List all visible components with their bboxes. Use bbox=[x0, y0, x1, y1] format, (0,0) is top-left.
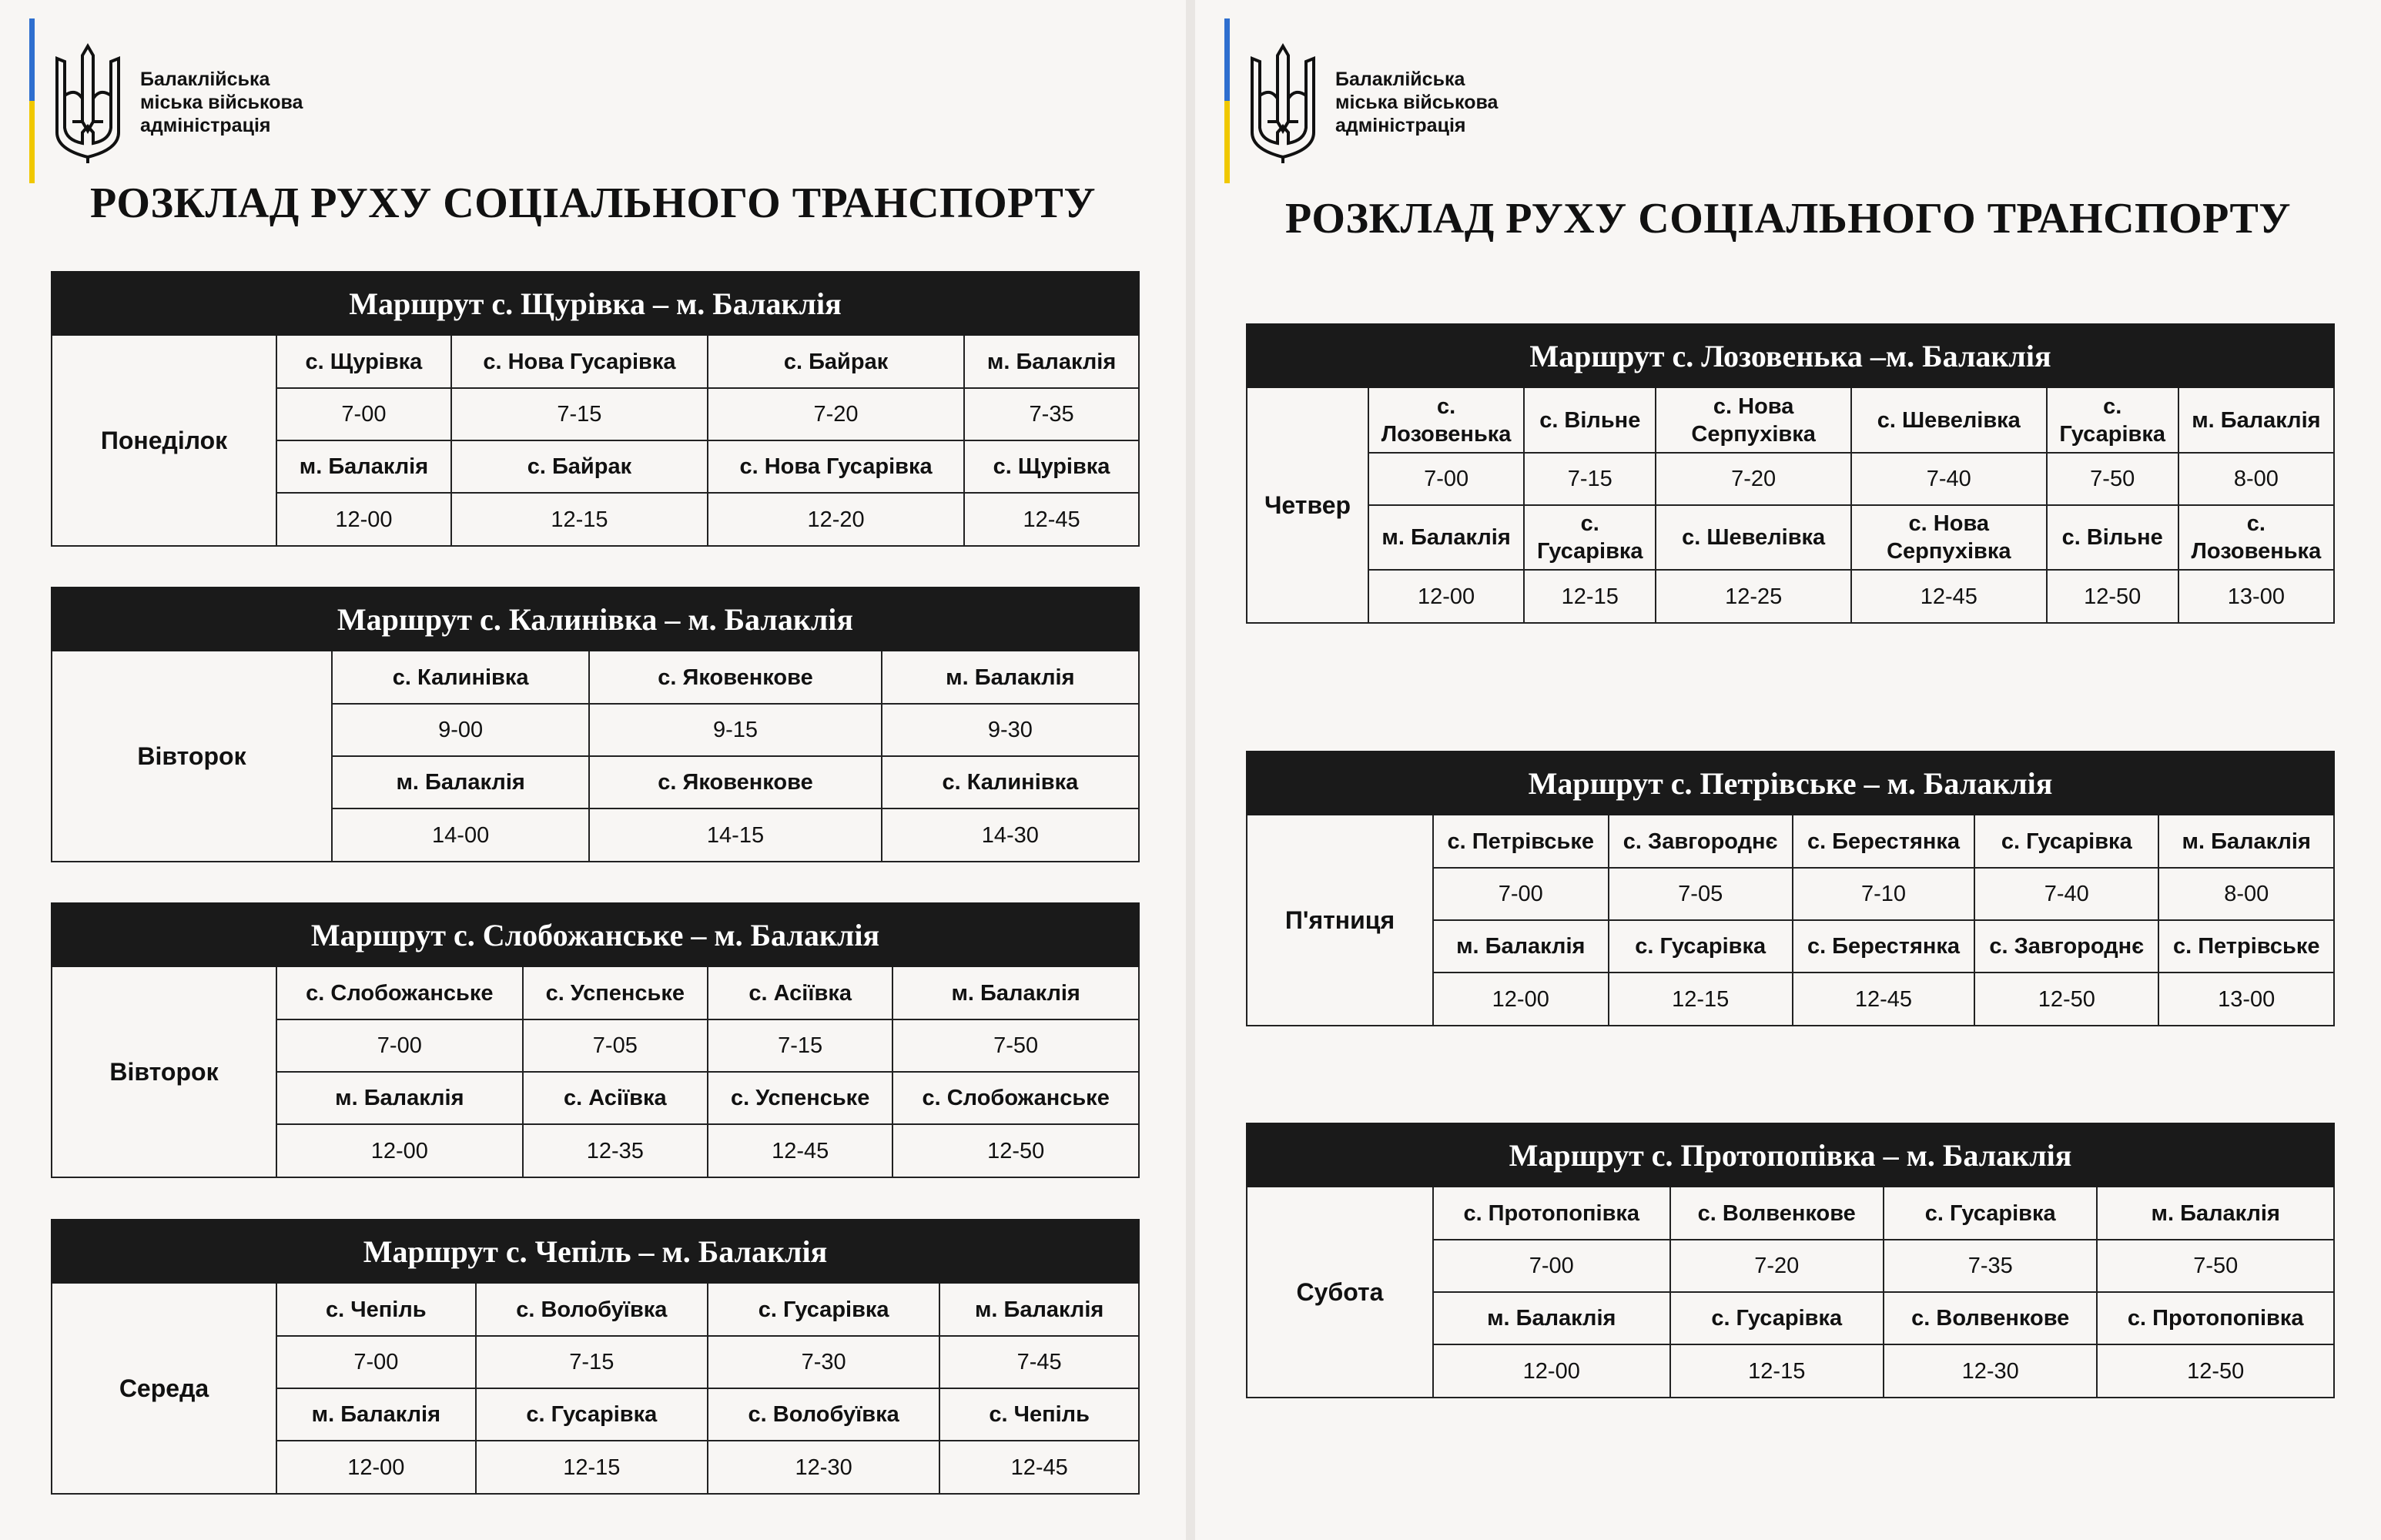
weekday-label: Субота bbox=[1247, 1187, 1434, 1397]
table-row bbox=[277, 1336, 1138, 1388]
departure-time: 7-00 bbox=[277, 388, 451, 440]
stop-name: с. Вільне bbox=[1524, 388, 1656, 453]
org-name-line: міська військова bbox=[140, 92, 303, 113]
table-row bbox=[333, 651, 1138, 704]
stop-name: с. Яковенкове bbox=[589, 651, 881, 704]
departure-time: 13-00 bbox=[2178, 570, 2333, 622]
stop-name: с. Щурівка bbox=[964, 440, 1138, 493]
table-row bbox=[277, 336, 1138, 388]
org-name-line: міська військова bbox=[1335, 92, 1499, 113]
org-name-line: адміністрація bbox=[1335, 115, 1466, 136]
stop-name: м. Балаклія bbox=[277, 440, 451, 493]
stop-name: с. Протопопівка bbox=[1434, 1187, 1670, 1240]
stop-name: с. Чепіль bbox=[939, 1388, 1138, 1441]
departure-time: 12-00 bbox=[1434, 973, 1609, 1025]
departure-time: 7-00 bbox=[277, 1019, 523, 1072]
stop-name: м. Балаклія bbox=[2097, 1187, 2333, 1240]
stop-name: с. Гусарівка bbox=[1884, 1187, 2097, 1240]
departure-time: 7-20 bbox=[708, 388, 964, 440]
departure-time: 7-05 bbox=[523, 1019, 708, 1072]
table-row bbox=[1369, 570, 2333, 622]
stop-name: с. Завгороднє bbox=[1609, 815, 1793, 868]
org-name bbox=[140, 68, 387, 137]
stop-name: с. Калинівка bbox=[333, 651, 589, 704]
departure-time: 12-00 bbox=[1434, 1344, 1670, 1397]
stop-name: с. Калинівка bbox=[882, 756, 1138, 808]
departure-time: 7-15 bbox=[1524, 453, 1656, 505]
stop-name: с. Асіївка bbox=[708, 967, 892, 1019]
stop-name: м. Балаклія bbox=[1434, 920, 1609, 973]
stop-name: с. Лозовенька bbox=[1369, 388, 1524, 453]
departure-time: 7-15 bbox=[451, 388, 708, 440]
departure-time: 7-50 bbox=[2097, 1240, 2333, 1292]
trident-emblem-icon bbox=[1244, 42, 1321, 165]
stop-name: с. Гусарівка bbox=[2047, 388, 2178, 453]
departure-time: 7-05 bbox=[1609, 868, 1793, 920]
stop-name: м. Балаклія bbox=[964, 336, 1138, 388]
table-row bbox=[277, 1388, 1138, 1441]
departure-time: 14-15 bbox=[589, 808, 881, 861]
ukraine-flag-stripe bbox=[29, 18, 35, 183]
route-title: Маршрут с. Лозовенька –м. Балаклія bbox=[1246, 323, 2335, 388]
stop-name: с. Волвенкове bbox=[1884, 1292, 2097, 1344]
departure-time: 7-00 bbox=[1434, 868, 1609, 920]
stop-name: м. Балаклія bbox=[892, 967, 1138, 1019]
stop-name: м. Балаклія bbox=[882, 651, 1138, 704]
stop-name: м. Балаклія bbox=[2178, 388, 2333, 453]
stop-name: с. Байрак bbox=[708, 336, 964, 388]
stop-name: с. Нова Серпухівка bbox=[1851, 505, 2047, 570]
table-row bbox=[1434, 815, 2333, 868]
table-row bbox=[1369, 505, 2333, 570]
stop-name: с. Нова Гусарівка bbox=[451, 336, 708, 388]
org-name bbox=[1335, 68, 1582, 137]
departure-time: 12-45 bbox=[1851, 570, 2047, 622]
departure-time: 7-15 bbox=[708, 1019, 892, 1072]
departure-time: 12-25 bbox=[1656, 570, 1851, 622]
departure-time: 12-15 bbox=[476, 1441, 708, 1493]
departure-time: 7-40 bbox=[1851, 453, 2047, 505]
table-row bbox=[277, 493, 1138, 545]
stop-name: с. Асіївка bbox=[523, 1072, 708, 1124]
table-row bbox=[277, 1284, 1138, 1336]
departure-time: 12-00 bbox=[277, 1441, 476, 1493]
route-table bbox=[51, 587, 1140, 862]
departure-time: 12-50 bbox=[892, 1124, 1138, 1177]
route-table bbox=[51, 1219, 1140, 1495]
stop-name: м. Балаклія bbox=[277, 1072, 523, 1124]
departure-time: 12-30 bbox=[708, 1441, 939, 1493]
ukraine-flag-stripe bbox=[1224, 18, 1230, 183]
table-row bbox=[1434, 920, 2333, 973]
table-row bbox=[277, 1124, 1138, 1177]
table-row bbox=[277, 1019, 1138, 1072]
departure-time: 12-30 bbox=[1884, 1344, 2097, 1397]
stop-name: м. Балаклія bbox=[277, 1388, 476, 1441]
route-title: Маршрут с. Слобожанське – м. Балаклія bbox=[51, 902, 1140, 967]
page-title: РОЗКЛАД РУХУ СОЦІАЛЬНОГО ТРАНСПОРТУ bbox=[90, 179, 1096, 227]
stop-name: с. Нова Серпухівка bbox=[1656, 388, 1851, 453]
departure-time: 8-00 bbox=[2178, 453, 2333, 505]
org-name-line: адміністрація bbox=[140, 115, 271, 136]
table-row bbox=[333, 756, 1138, 808]
departure-time: 13-00 bbox=[2158, 973, 2333, 1025]
departure-time: 12-45 bbox=[1793, 973, 1974, 1025]
stop-name: м. Балаклія bbox=[939, 1284, 1138, 1336]
departure-time: 9-00 bbox=[333, 704, 589, 756]
departure-time: 12-50 bbox=[2097, 1344, 2333, 1397]
stop-name: с. Успенське bbox=[708, 1072, 892, 1124]
departure-time: 7-30 bbox=[708, 1336, 939, 1388]
departure-time: 12-45 bbox=[964, 493, 1138, 545]
departure-time: 12-15 bbox=[1524, 570, 1656, 622]
departure-time: 7-50 bbox=[892, 1019, 1138, 1072]
table-row bbox=[277, 388, 1138, 440]
stop-name: с. Гусарівка bbox=[476, 1388, 708, 1441]
stop-name: с. Волобуївка bbox=[708, 1388, 939, 1441]
schedule-page-right bbox=[1195, 0, 2381, 1540]
departure-time: 12-35 bbox=[523, 1124, 708, 1177]
departure-time: 9-30 bbox=[882, 704, 1138, 756]
departure-time: 7-50 bbox=[2047, 453, 2178, 505]
stop-name: м. Балаклія bbox=[1434, 1292, 1670, 1344]
departure-time: 8-00 bbox=[2158, 868, 2333, 920]
route-title: Маршрут с. Петрівське – м. Балаклія bbox=[1246, 751, 2335, 815]
route-table bbox=[51, 271, 1140, 547]
stop-name: с. Вільне bbox=[2047, 505, 2178, 570]
table-row bbox=[277, 440, 1138, 493]
departure-time: 7-15 bbox=[476, 1336, 708, 1388]
stop-name: с. Петрівське bbox=[2158, 920, 2333, 973]
stop-name: с. Чепіль bbox=[277, 1284, 476, 1336]
table-row bbox=[333, 808, 1138, 861]
weekday-label: Понеділок bbox=[52, 336, 277, 545]
stop-name: с. Гусарівка bbox=[1609, 920, 1793, 973]
departure-time: 12-15 bbox=[1670, 1344, 1884, 1397]
stop-name: с. Шевелівка bbox=[1656, 505, 1851, 570]
stop-name: с. Волобуївка bbox=[476, 1284, 708, 1336]
departure-time: 7-00 bbox=[1434, 1240, 1670, 1292]
stop-name: м. Балаклія bbox=[1369, 505, 1524, 570]
departure-time: 7-35 bbox=[1884, 1240, 2097, 1292]
stop-name: м. Балаклія bbox=[2158, 815, 2333, 868]
stop-name: с. Петрівське bbox=[1434, 815, 1609, 868]
stop-name: с. Байрак bbox=[451, 440, 708, 493]
table-row bbox=[277, 1072, 1138, 1124]
route-title: Маршрут с. Протопопівка – м. Балаклія bbox=[1246, 1123, 2335, 1187]
weekday-label: Вівторок bbox=[52, 651, 333, 861]
trident-emblem-icon bbox=[49, 42, 126, 165]
weekday-label: П'ятниця bbox=[1247, 815, 1434, 1025]
stop-name: с. Гусарівка bbox=[1524, 505, 1656, 570]
departure-time: 7-45 bbox=[939, 1336, 1138, 1388]
table-row bbox=[277, 967, 1138, 1019]
departure-time: 12-15 bbox=[1609, 973, 1793, 1025]
stop-name: с. Щурівка bbox=[277, 336, 451, 388]
org-name-line: Балаклійська bbox=[140, 69, 270, 90]
departure-time: 7-40 bbox=[1974, 868, 2158, 920]
table-row bbox=[1369, 388, 2333, 453]
stop-name: с. Берестянка bbox=[1793, 815, 1974, 868]
stop-name: с. Лозовенька bbox=[2178, 505, 2333, 570]
route-table bbox=[1246, 323, 2335, 624]
departure-time: 12-50 bbox=[2047, 570, 2178, 622]
route-table bbox=[51, 902, 1140, 1178]
weekday-label: Четвер bbox=[1247, 388, 1369, 622]
departure-time: 12-15 bbox=[451, 493, 708, 545]
departure-time: 14-00 bbox=[333, 808, 589, 861]
stop-name: с. Нова Гусарівка bbox=[708, 440, 964, 493]
stop-name: с. Шевелівка bbox=[1851, 388, 2047, 453]
departure-time: 9-15 bbox=[589, 704, 881, 756]
table-row bbox=[1434, 973, 2333, 1025]
weekday-label: Середа bbox=[52, 1284, 277, 1493]
stop-name: с. Протопопівка bbox=[2097, 1292, 2333, 1344]
stop-name: с. Слобожанське bbox=[277, 967, 523, 1019]
org-name-line: Балаклійська bbox=[1335, 69, 1465, 90]
weekday-label: Вівторок bbox=[52, 967, 277, 1177]
table-row bbox=[333, 704, 1138, 756]
departure-time: 12-00 bbox=[1369, 570, 1524, 622]
table-row bbox=[1434, 868, 2333, 920]
departure-time: 12-45 bbox=[939, 1441, 1138, 1493]
departure-time: 12-20 bbox=[708, 493, 964, 545]
departure-time: 7-00 bbox=[1369, 453, 1524, 505]
departure-time: 12-45 bbox=[708, 1124, 892, 1177]
departure-time: 14-30 bbox=[882, 808, 1138, 861]
departure-time: 12-00 bbox=[277, 493, 451, 545]
page-title: РОЗКЛАД РУХУ СОЦІАЛЬНОГО ТРАНСПОРТУ bbox=[1285, 195, 2291, 243]
stop-name: с. Успенське bbox=[523, 967, 708, 1019]
departure-time: 7-20 bbox=[1656, 453, 1851, 505]
stop-name: с. Берестянка bbox=[1793, 920, 1974, 973]
table-row bbox=[1434, 1292, 2333, 1344]
schedule-page-left bbox=[0, 0, 1186, 1540]
route-table bbox=[1246, 1123, 2335, 1398]
departure-time: 7-35 bbox=[964, 388, 1138, 440]
table-row bbox=[1369, 453, 2333, 505]
route-table bbox=[1246, 751, 2335, 1026]
table-row bbox=[1434, 1240, 2333, 1292]
stop-name: с. Волвенкове bbox=[1670, 1187, 1884, 1240]
table-row bbox=[277, 1441, 1138, 1493]
stop-name: с. Слобожанське bbox=[892, 1072, 1138, 1124]
departure-time: 12-50 bbox=[1974, 973, 2158, 1025]
departure-time: 7-00 bbox=[277, 1336, 476, 1388]
departure-time: 7-10 bbox=[1793, 868, 1974, 920]
stop-name: с. Завгороднє bbox=[1974, 920, 2158, 973]
table-row bbox=[1434, 1187, 2333, 1240]
stop-name: с. Яковенкове bbox=[589, 756, 881, 808]
table-row bbox=[1434, 1344, 2333, 1397]
route-title: Маршрут с. Чепіль – м. Балаклія bbox=[51, 1219, 1140, 1284]
stop-name: с. Гусарівка bbox=[1974, 815, 2158, 868]
departure-time: 7-20 bbox=[1670, 1240, 1884, 1292]
stop-name: с. Гусарівка bbox=[1670, 1292, 1884, 1344]
stop-name: с. Гусарівка bbox=[708, 1284, 939, 1336]
stop-name: м. Балаклія bbox=[333, 756, 589, 808]
route-title: Маршрут с. Калинівка – м. Балаклія bbox=[51, 587, 1140, 651]
departure-time: 12-00 bbox=[277, 1124, 523, 1177]
route-title: Маршрут с. Щурівка – м. Балаклія bbox=[51, 271, 1140, 336]
